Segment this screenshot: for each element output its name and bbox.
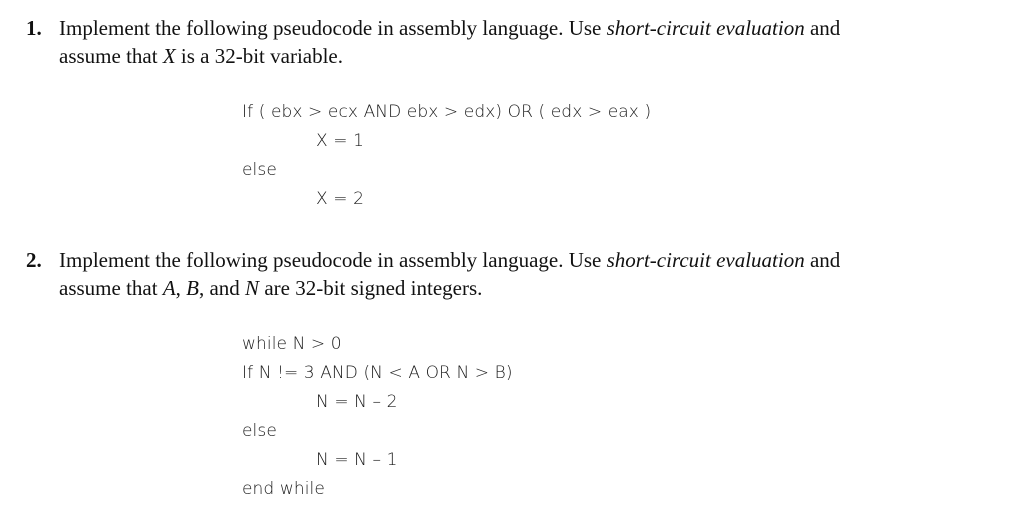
text: ,	[175, 276, 187, 300]
code-line: while N > 0	[242, 334, 342, 354]
code-line: end while	[242, 479, 325, 499]
code-line: else	[242, 160, 277, 180]
code-line: X = 2	[316, 189, 365, 209]
question-number: 1.	[26, 16, 42, 40]
emphasis-text: short-circuit evaluation	[606, 248, 805, 272]
text: is a 32-bit variable.	[175, 44, 344, 68]
text: Implement the following pseudocode in assembly language. Use	[59, 248, 607, 272]
pseudocode-block	[242, 330, 513, 504]
question-text-line-2	[59, 42, 343, 70]
variable-name: B	[186, 276, 199, 300]
text: are 32-bit signed integers.	[259, 276, 483, 300]
code-line: N = N – 1	[316, 450, 398, 470]
question-text-line-1	[59, 246, 840, 274]
code-line: If N != 3 AND (N < A OR N > B)	[242, 363, 513, 383]
code-line: If ( ebx > ecx AND ebx > edx) OR ( edx > eax )	[242, 102, 652, 122]
question-number: 2.	[26, 248, 42, 272]
text: Implement the following pseudocode in assembly language. Use	[59, 16, 607, 40]
question-text-line-1	[59, 14, 840, 42]
text: assume that	[59, 44, 163, 68]
text: assume that	[59, 276, 163, 300]
pseudocode-block	[242, 98, 651, 214]
variable-name: X	[162, 44, 176, 68]
text: and	[804, 248, 841, 272]
code-line: else	[242, 421, 277, 441]
code-line: X = 1	[316, 131, 365, 151]
variable-name: A	[162, 276, 176, 300]
text: , and	[198, 276, 246, 300]
code-line: N = N – 2	[316, 392, 398, 412]
emphasis-text: short-circuit evaluation	[606, 16, 805, 40]
text: and	[804, 16, 841, 40]
question-text-line-2	[59, 274, 482, 302]
variable-name: N	[245, 276, 260, 300]
